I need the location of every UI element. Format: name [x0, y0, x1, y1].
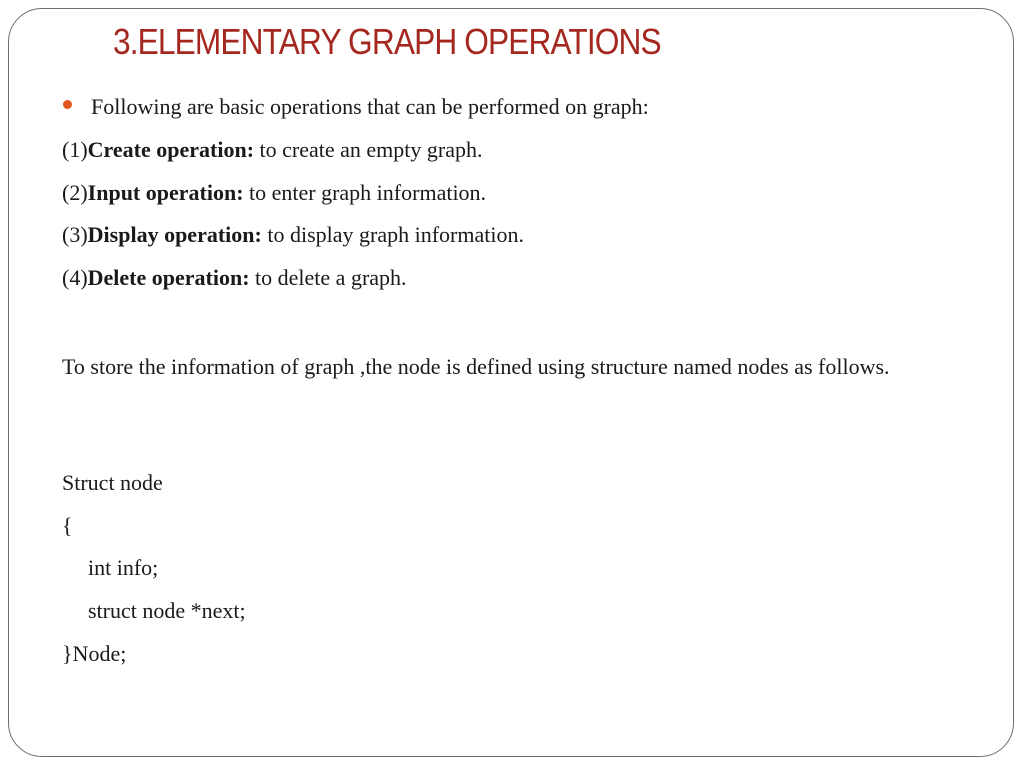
operation-description: to create an empty graph. [254, 137, 483, 162]
operation-description: to display graph information. [261, 222, 524, 247]
operation-name: Create operation: [87, 137, 255, 162]
operation-item [62, 265, 407, 291]
code-line: Struct node [62, 470, 163, 495]
operation-item [62, 180, 486, 206]
operation-name: Display operation: [87, 222, 262, 247]
bullet-dot-icon [63, 100, 72, 109]
operation-description: to delete a graph. [249, 265, 407, 290]
operation-number: (2) [62, 180, 88, 205]
structure-paragraph: To store the information of graph ,the node is defined using structure named nodes as follows. [62, 354, 890, 379]
code-line: int info; [88, 555, 159, 580]
operation-number: (1) [62, 137, 88, 162]
code-line: }Node; [62, 641, 127, 666]
operation-name: Delete operation: [87, 265, 250, 290]
code-line: struct node *next; [88, 598, 246, 623]
code-line: { [62, 513, 73, 538]
operation-number: (4) [62, 265, 88, 290]
slide-title: 3.ELEMENTARY GRAPH OPERATIONS [113, 21, 661, 62]
bullet-text: Following are basic operations that can be performed on graph: [91, 94, 649, 119]
operation-name: Input operation: [87, 180, 244, 205]
operation-description: to enter graph information. [243, 180, 487, 205]
operation-number: (3) [62, 222, 88, 247]
operation-item [62, 137, 483, 163]
operation-item [62, 222, 524, 248]
